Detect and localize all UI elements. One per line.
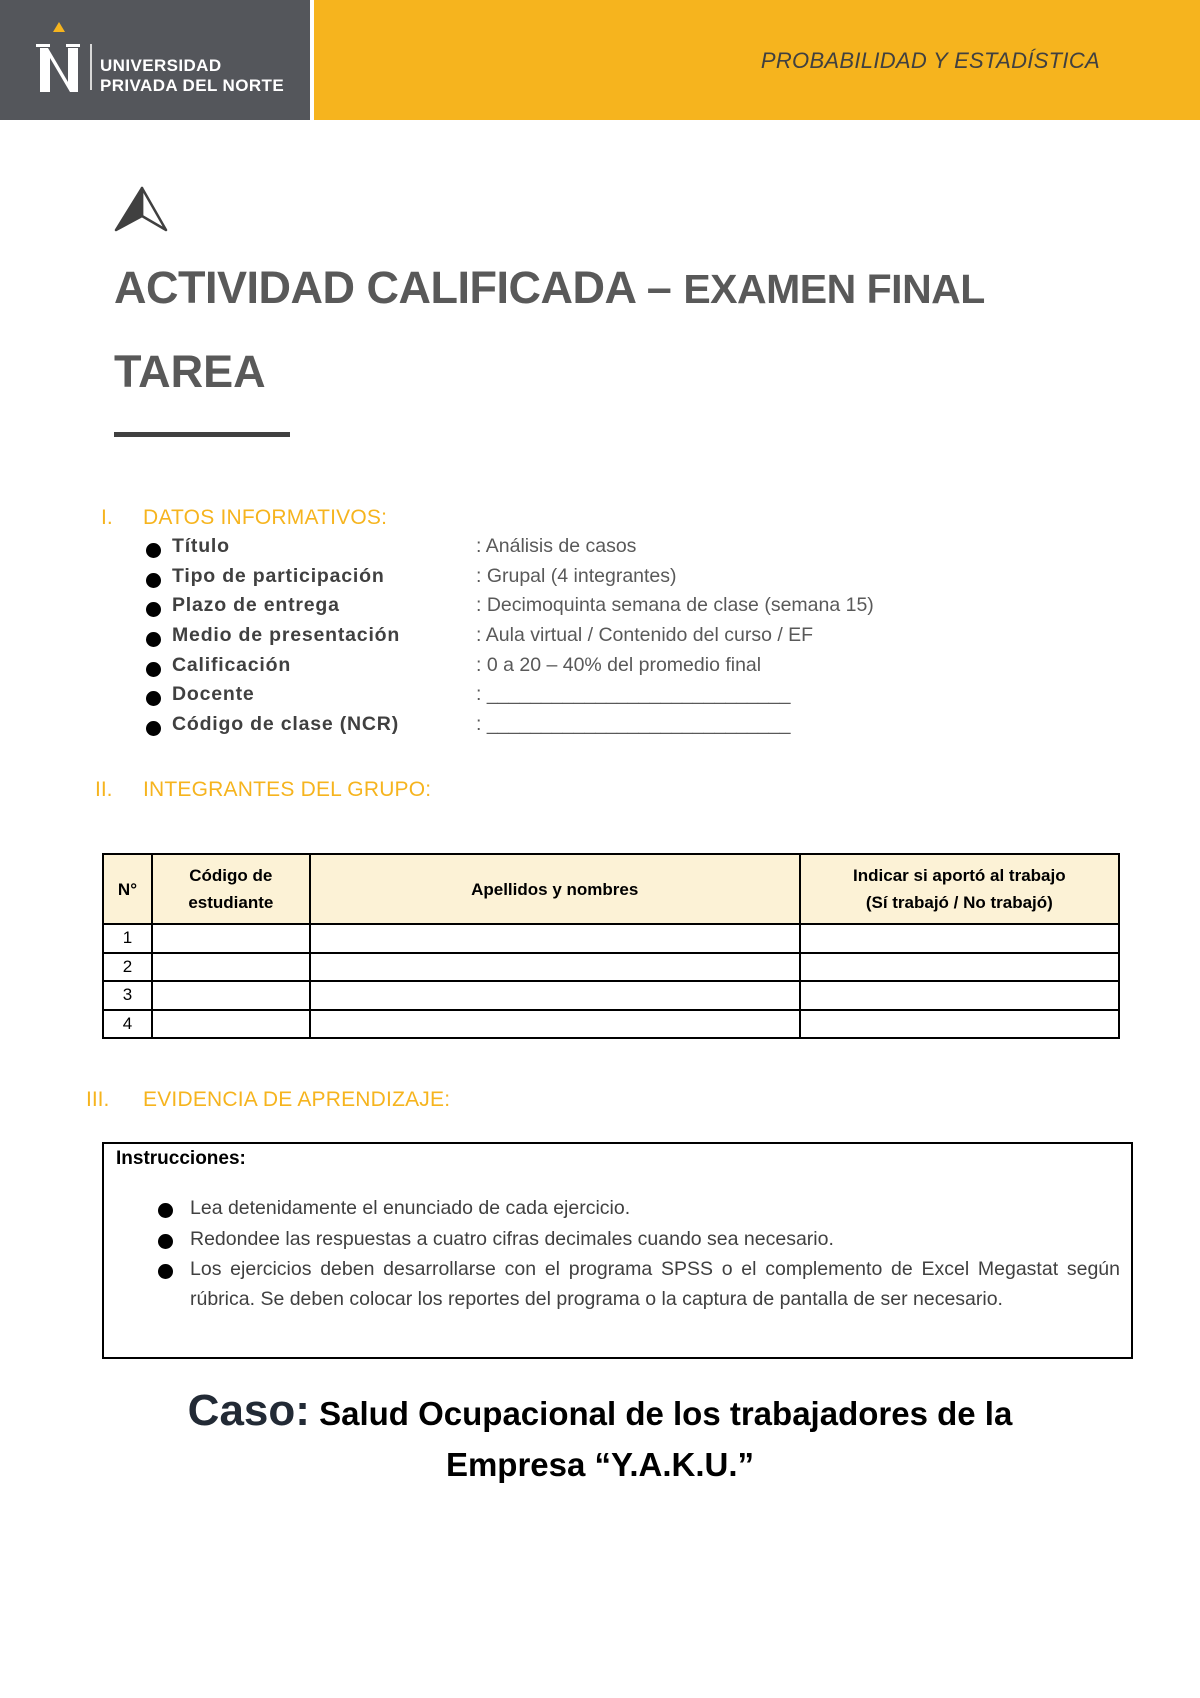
case-title xyxy=(0,1386,1200,1436)
info-label: Tipo de participación xyxy=(172,564,385,587)
instruction-text: Redondee las respuestas a cuatro cifras decimales cuando sea necesario. xyxy=(190,1227,834,1250)
instruction-text: Lea detenidamente el enunciado de cada ejercicio. xyxy=(190,1197,631,1219)
section1-number: I. xyxy=(101,506,113,529)
contrib-cell[interactable] xyxy=(800,1010,1119,1039)
case-title-line1: Salud Ocupacional de los trabajadores de la xyxy=(309,1395,1013,1432)
triangle-arrow-icon xyxy=(112,186,168,234)
info-label: Plazo de entrega xyxy=(172,594,340,617)
info-item-titulo xyxy=(146,535,1046,565)
info-item-ncr xyxy=(146,713,1046,743)
bullet-icon xyxy=(146,662,161,677)
header-contrib xyxy=(800,854,1119,924)
code-cell[interactable] xyxy=(152,1010,310,1039)
university-line2: PRIVADA DEL NORTE xyxy=(100,76,285,95)
info-item-docente xyxy=(146,683,1046,713)
page-title-line2: TAREA xyxy=(114,346,266,397)
section3-title: EVIDENCIA DE APRENDIZAJE: xyxy=(143,1088,451,1111)
bullet-icon xyxy=(158,1203,173,1218)
bullet-icon xyxy=(146,721,161,736)
title-part1: ACTIVIDAD CALIFICADA – xyxy=(114,262,684,313)
instruction-item xyxy=(152,1194,1120,1224)
info-value: : Aula virtual / Contenido del curso / EF xyxy=(476,624,814,647)
info-value: : Grupal (4 integrantes) xyxy=(476,564,677,587)
header-logo-panel xyxy=(0,0,310,120)
info-item-tipo xyxy=(146,565,1046,595)
instructions-box xyxy=(102,1142,1133,1359)
header-code-line1: Código de xyxy=(189,866,273,885)
university-line1: UNIVERSIDAD xyxy=(100,56,222,75)
page-title xyxy=(114,262,985,314)
code-cell[interactable] xyxy=(152,953,310,982)
bullet-icon xyxy=(146,691,161,706)
logo-divider xyxy=(90,44,92,90)
table-row xyxy=(103,981,1119,1010)
name-cell[interactable] xyxy=(310,924,800,953)
bullet-icon xyxy=(158,1264,173,1279)
bullet-icon xyxy=(146,543,161,558)
upn-n-logo-icon xyxy=(34,20,84,96)
instruction-item xyxy=(152,1225,1120,1255)
instructions-list xyxy=(152,1194,1120,1315)
info-value: : Análisis de casos xyxy=(476,535,637,557)
contrib-cell[interactable] xyxy=(800,981,1119,1010)
info-list xyxy=(146,535,1046,743)
header-num: N° xyxy=(103,854,152,924)
course-name: PROBABILIDAD Y ESTADÍSTICA xyxy=(760,48,1100,73)
header-contrib-line2: (Sí trabajó / No trabajó) xyxy=(865,893,1053,912)
section2-number: II. xyxy=(95,778,113,801)
contrib-cell[interactable] xyxy=(800,924,1119,953)
instruction-item xyxy=(152,1255,1120,1314)
section2-title: INTEGRANTES DEL GRUPO: xyxy=(143,778,432,801)
code-cell[interactable] xyxy=(152,981,310,1010)
info-label: Calificación xyxy=(172,653,292,676)
info-value: : ____________________________ xyxy=(476,683,791,706)
bullet-icon xyxy=(158,1234,173,1249)
name-cell[interactable] xyxy=(310,1010,800,1039)
bullet-icon xyxy=(146,573,161,588)
row-num: 4 xyxy=(103,1010,152,1039)
info-label: Código de clase (NCR) xyxy=(172,713,399,736)
table-row xyxy=(103,1010,1119,1039)
header-code-line2: estudiante xyxy=(188,893,274,912)
header-name: Apellidos y nombres xyxy=(310,854,800,924)
row-num: 3 xyxy=(103,981,152,1010)
members-table xyxy=(102,853,1120,1039)
info-item-calificacion xyxy=(146,654,1046,684)
row-num: 1 xyxy=(103,924,152,953)
info-value: : 0 a 20 – 40% del promedio final xyxy=(476,653,762,676)
section1-title: DATOS INFORMATIVOS: xyxy=(143,506,388,529)
name-cell[interactable] xyxy=(310,981,800,1010)
case-title-line2: Empresa “Y.A.K.U.” xyxy=(445,1446,755,1483)
info-item-plazo xyxy=(146,594,1046,624)
case-label: Caso: xyxy=(187,1386,310,1435)
contrib-cell[interactable] xyxy=(800,953,1119,982)
row-num: 2 xyxy=(103,953,152,982)
info-label: Título xyxy=(172,535,230,557)
info-item-medio xyxy=(146,624,1046,654)
name-cell[interactable] xyxy=(310,953,800,982)
instructions-title: Instrucciones: xyxy=(116,1148,246,1169)
title-underline xyxy=(114,432,290,437)
bullet-icon xyxy=(146,602,161,617)
header-contrib-line1: Indicar si aportó al trabajo xyxy=(853,866,1066,885)
table-row xyxy=(103,924,1119,953)
info-value: : Decimoquinta semana de clase (semana 15) xyxy=(476,594,874,617)
code-cell[interactable] xyxy=(152,924,310,953)
instruction-text: Los ejercicios deben desarrollarse con el programa SPSS o el complemento de Excel Megastat según rúbrica. Se deben colocar los reportes del programa o la captura de pantalla de ser necesario. xyxy=(190,1258,1120,1310)
title-part2: EXAMEN FINAL xyxy=(683,266,985,312)
header-code xyxy=(152,854,310,924)
university-name xyxy=(100,56,284,96)
info-label: Docente xyxy=(172,683,255,706)
section3-number: III. xyxy=(86,1088,110,1111)
bullet-icon xyxy=(146,632,161,647)
table-row xyxy=(103,953,1119,982)
table-header-row xyxy=(103,854,1119,924)
info-label: Medio de presentación xyxy=(172,624,401,647)
info-value: : ____________________________ xyxy=(476,713,791,736)
